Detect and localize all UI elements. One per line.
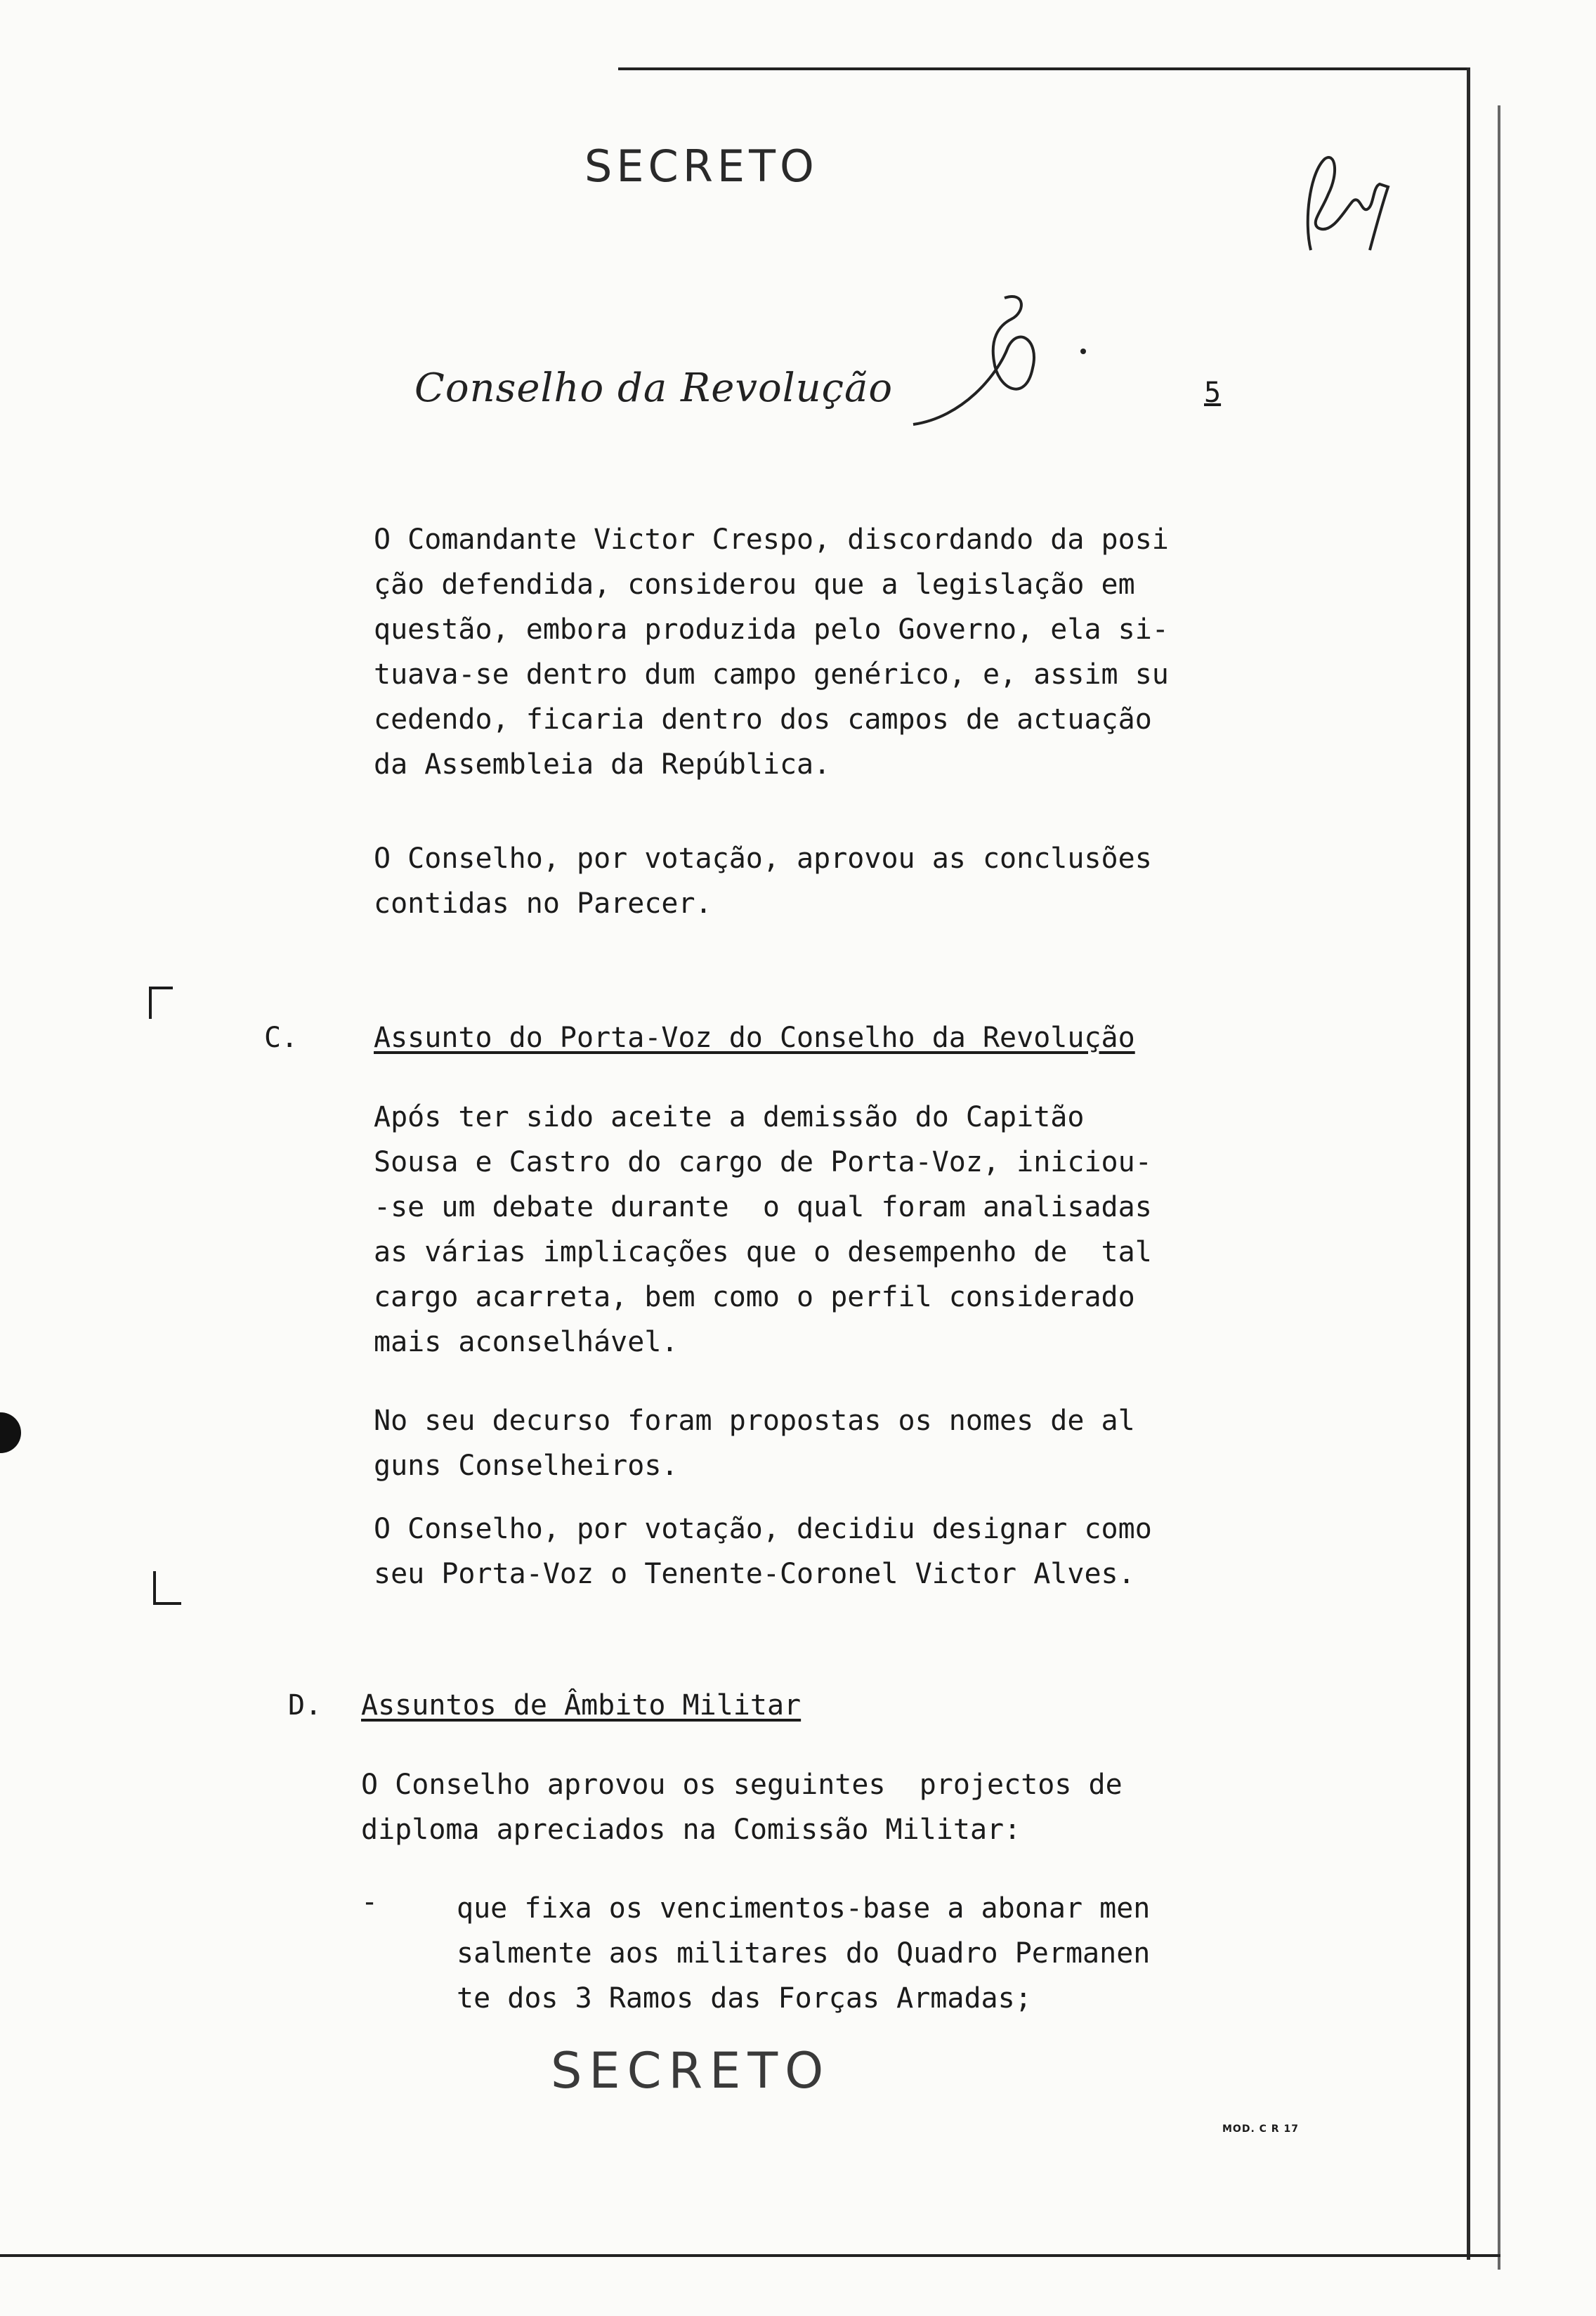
secret-stamp-bottom: SECRETO: [551, 2042, 831, 2100]
section-c-letter: C.: [264, 1022, 299, 1054]
page-number: 5: [1204, 377, 1222, 409]
paragraph-proposed-names: No seu decurso foram propostas os nomes de al guns Conselheiros.: [374, 1405, 1135, 1482]
margin-bracket-top: [149, 987, 173, 1019]
paragraph-spokesman-resignation: Após ter sido aceite a demissão do Capitão Sousa e Castro do cargo de Porta-Voz, iniciou- -se um debate durante o qual foram analisadas as várias implicações que o desempenho de tal cargo acarreta, bem como o perfil considerado mais aconselhável.: [374, 1101, 1152, 1358]
page-edge-bottom: [0, 2254, 1500, 2257]
punch-hole: [0, 1412, 21, 1453]
section-c-title: Assunto do Porta-Voz do Conselho da Revolução: [374, 1022, 1135, 1054]
margin-bracket-bottom: [153, 1571, 181, 1605]
page-edge-right: [1467, 67, 1470, 2260]
list-item-salaries: que fixa os vencimentos-base a abonar men salmente aos militares do Quadro Permanen te dos 3 Ramos das Forças Armadas;: [457, 1892, 1151, 2015]
paragraph-parecer-vote: O Conselho, por votação, aprovou as conclusões contidas no Parecer.: [374, 843, 1152, 920]
paragraph-crespo: O Comandante Victor Crespo, discordando da posi ção defendida, considerou que a legislação em questão, embora produzida pelo Governo, ela si- tuava-se dentro dum campo genérico, e, assim su cedendo, ficaria dentro dos campos de actuação da Assembleia da República.: [374, 523, 1169, 781]
letterhead-title: Conselho da Revolução: [414, 365, 894, 411]
handwritten-initials: [1297, 145, 1409, 264]
paragraph-spokesman-decision: O Conselho, por votação, decidiu designar como seu Porta-Voz o Tenente-Coronel Victor Alves.: [374, 1513, 1152, 1590]
page-edge-shadow: [1498, 105, 1500, 2270]
paragraph-military-projects: O Conselho aprovou os seguintes projectos de diploma apreciados na Comissão Militar:: [361, 1769, 1123, 1846]
section-d-title: Assuntos de Âmbito Militar: [361, 1689, 802, 1722]
section-d-letter: D.: [288, 1689, 322, 1722]
handwritten-signature: [885, 284, 1096, 438]
secret-stamp-top: SECRETO: [584, 141, 818, 192]
form-code: MOD. C R 17: [1222, 2123, 1299, 2135]
list-item-dash: -: [361, 1886, 379, 1918]
page-edge-top: [618, 67, 1468, 70]
